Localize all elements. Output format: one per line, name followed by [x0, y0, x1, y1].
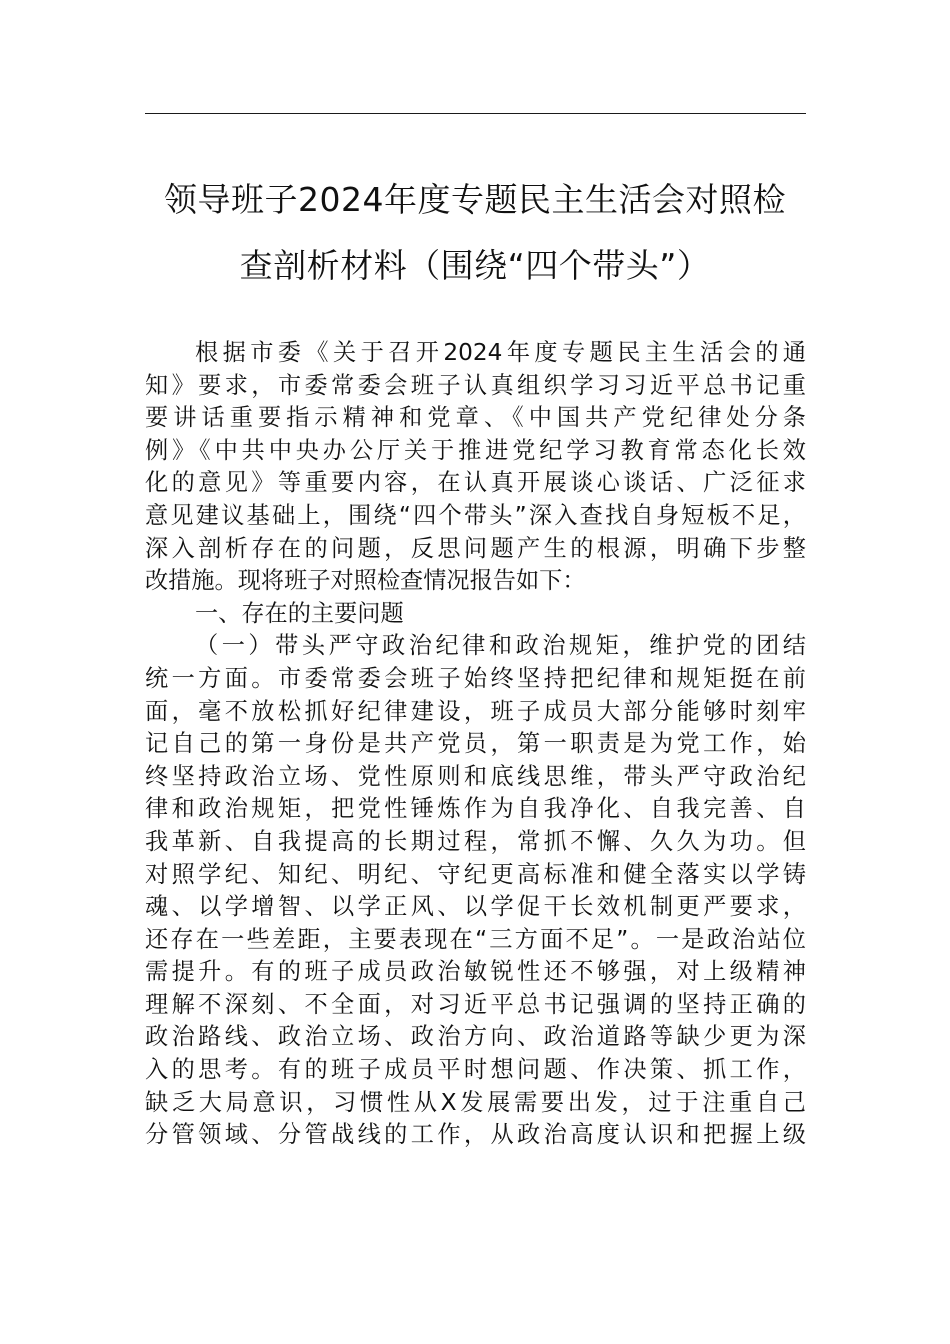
text-line: 我革新、自我提高的长期过程，常抓不懈、久久为功。但: [145, 827, 806, 855]
text-line: 化的意见》等重要内容，在认真开展谈心谈话、广泛征求: [145, 469, 806, 497]
text-line: 魂、以学增智、以学正风、以学促干长效机制更严要求，: [145, 893, 806, 921]
text-line: 例》《中共中央办公厅关于推进党纪学习教育常态化长效: [145, 436, 806, 464]
text-line: 分管领域、分管战线的工作，从政治高度认识和把握上级: [145, 1121, 806, 1149]
section-heading-text: 一、存在的主要问题: [195, 599, 404, 627]
paragraph-subsection-1: [145, 630, 806, 1152]
document-title-line-1: 领导班子2024年度专题民主生活会对照检: [164, 180, 786, 219]
section-heading: [145, 598, 806, 631]
text-line: 要讲话重要指示精神和党章、《中国共产党纪律处分条: [145, 404, 806, 432]
text-line: 意见建议基础上，围绕“四个带头”深入查找自身短板不足，: [145, 501, 806, 529]
paragraph-intro: [145, 337, 806, 598]
document-title-line-2: 查剖析材料（围绕“四个带头”）: [239, 246, 711, 285]
text-line: 统一方面。市委常委会班子始终坚持把纪律和规矩挺在前: [145, 664, 806, 692]
text-line: 知》要求，市委常委会班子认真组织学习习近平总书记重: [145, 371, 806, 399]
text-line: 律和政治规矩，把党性锤炼作为自我净化、自我完善、自: [145, 795, 806, 823]
document-body: [145, 337, 806, 1152]
header-rule: [145, 113, 806, 114]
text-line: 面，毫不放松抓好纪律建设，班子成员大部分能够时刻牢: [145, 697, 806, 725]
text-line: 入的思考。有的班子成员平时想问题、作决策、抓工作，: [145, 1056, 806, 1084]
text-line: 根据市委《关于召开2024年度专题民主生活会的通: [195, 339, 806, 366]
text-line: 缺乏大局意识，习惯性从X发展需要出发，过于注重自己: [145, 1088, 806, 1116]
text-line: （一）带头严守政治纪律和政治规矩，维护党的团结: [195, 632, 806, 660]
text-line: 深入剖析存在的问题，反思问题产生的根源，明确下步整: [145, 534, 806, 562]
text-line: 需提升。有的班子成员政治敏锐性还不够强，对上级精神: [145, 958, 806, 986]
text-line: 理解不深刻、不全面，对习近平总书记强调的坚持正确的: [145, 990, 806, 1018]
text-line: 还存在一些差距，主要表现在“三方面不足”。一是政治站位: [145, 925, 806, 953]
text-line: 记自己的第一身份是共产党员，第一职责是为党工作，始: [145, 730, 806, 758]
text-line: 对照学纪、知纪、明纪、守纪更高标准和健全落实以学铸: [145, 860, 806, 888]
text-line: 政治路线、政治立场、政治方向、政治道路等缺少更为深: [145, 1023, 806, 1051]
text-line: 改措施。现将班子对照检查情况报告如下：: [145, 567, 586, 595]
text-line: 终坚持政治立场、党性原则和底线思维，带头严守政治纪: [145, 762, 806, 790]
